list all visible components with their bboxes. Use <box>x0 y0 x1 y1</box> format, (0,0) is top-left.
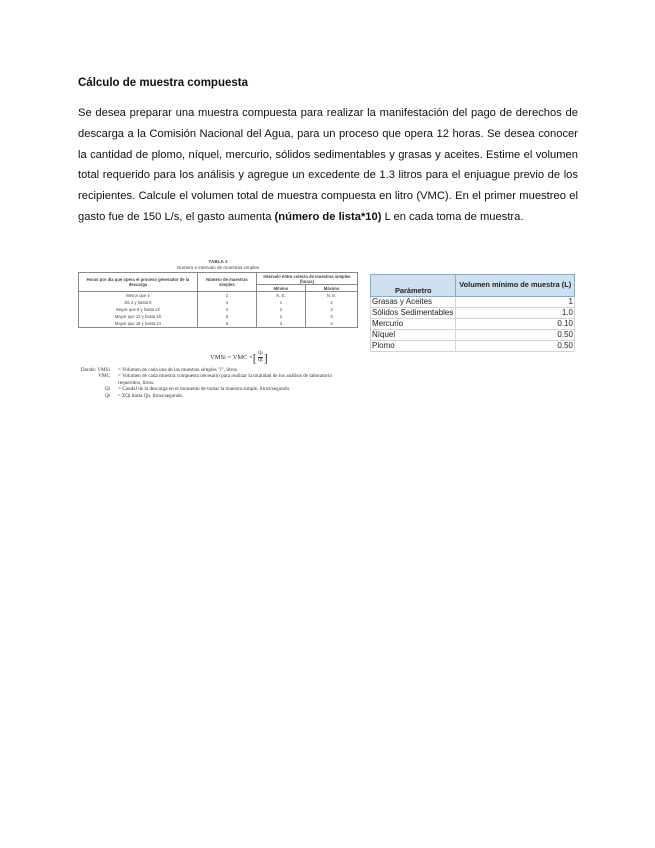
cell-parameter: Plomo <box>371 341 456 352</box>
header-min: Mínimo <box>256 285 305 292</box>
definition-text: = Volumen de cada una de las muestras simples "i", litros. <box>118 367 239 373</box>
cell-samples: 4 <box>197 299 256 306</box>
cell-samples: 4 <box>197 306 256 313</box>
definition-label: Qi <box>104 386 110 393</box>
cell-volume: 1.0 <box>456 308 575 319</box>
cell-samples: 6 <box>197 320 256 328</box>
definition-label: VMC <box>98 373 110 380</box>
header-hours: Horas por día que opera el proceso generador de la descarga <box>79 273 198 292</box>
tabla-1-subtitle: Número e intervalo de muestras simples <box>176 264 260 270</box>
cell-hours: De 4 y hasta 8 <box>79 299 198 306</box>
cell-volume: 1 <box>456 297 575 308</box>
table-row <box>79 313 358 320</box>
cell-max: 3 <box>306 313 358 320</box>
cell-parameter: Sólidos Sedimentables <box>371 308 456 319</box>
samples-table <box>78 272 358 328</box>
sample-volume-formula <box>210 351 268 364</box>
definition-text: = ΣQi hasta Qn, litros/segundo. <box>118 392 184 399</box>
cell-min: N. E. <box>256 292 305 300</box>
formula-numerator: Qi <box>257 351 263 356</box>
table-row <box>79 306 358 313</box>
table-row <box>371 308 575 319</box>
cell-min: 3 <box>256 320 305 328</box>
cell-hours: Mayor que 18 y hasta 24 <box>79 320 198 328</box>
statement-text-end: L en cada toma de muestra. <box>381 210 524 223</box>
header-parameter: Parámetro <box>371 275 456 297</box>
cell-max: 4 <box>306 320 358 328</box>
table-row <box>371 297 575 308</box>
definition-label: Donde: VMSi <box>80 367 110 373</box>
bracket-open: [ <box>252 350 257 365</box>
cell-samples: 6 <box>197 313 256 320</box>
page-title: Cálculo de muestra compuesta <box>78 77 248 89</box>
table-row <box>79 320 358 328</box>
formula-lhs: VMSi = VMC × <box>210 354 253 361</box>
definition-item <box>78 393 348 399</box>
header-interval: Intervalo entre colecta de muestras simples (horas) <box>256 273 357 285</box>
definition-text: = Caudal de la descarga en el momento de tomar la muestra simple, litros/segundo. <box>118 386 291 393</box>
cell-hours: Mayor que 8 y hasta 12 <box>79 306 198 313</box>
table-row <box>371 341 575 352</box>
tabla-1-figure <box>78 259 358 328</box>
cell-volume: 0.50 <box>456 341 575 352</box>
cell-parameter: Mercurio <box>371 319 456 330</box>
cell-parameter: Níquel <box>371 330 456 341</box>
cell-max: N. E. <box>306 292 358 300</box>
table-row <box>371 330 575 341</box>
statement-bold-text: (número de lista*10) <box>274 210 382 223</box>
table-row <box>371 319 575 330</box>
header-max: Máximo <box>306 285 358 292</box>
cell-max: 2 <box>306 299 358 306</box>
cell-volume: 0.10 <box>456 319 575 330</box>
cell-parameter: Grasas y Aceites <box>371 297 456 308</box>
table-row <box>79 299 358 306</box>
header-samples: Número de muestras simples <box>197 273 256 292</box>
definition-item <box>78 373 348 386</box>
cell-hours: Menor que 4 <box>79 292 198 300</box>
cell-volume: 0.50 <box>456 330 575 341</box>
parameter-volume-table <box>370 274 575 352</box>
header-volume: Volumen mínimo de muestra (L) <box>456 275 575 297</box>
formula-fraction <box>258 351 263 364</box>
cell-min: 1 <box>256 299 305 306</box>
definition-label: Qt <box>104 392 110 399</box>
bracket-close: ] <box>263 350 268 365</box>
cell-min: 2 <box>256 306 305 313</box>
tabla-1-title: TABLA 1 <box>208 259 228 264</box>
cell-min: 2 <box>256 313 305 320</box>
table-row <box>79 292 358 300</box>
problem-statement <box>78 103 578 228</box>
formula-definitions <box>78 367 348 399</box>
definition-text: = Volumen de cada muestra compuesta necesario para realizar la totalidad de los análisis de laboratorio requeridos, litros. <box>118 373 333 386</box>
cell-max: 3 <box>306 306 358 313</box>
cell-samples: 2 <box>197 292 256 300</box>
formula-denominator: Qt <box>257 358 263 363</box>
statement-text: Se desea preparar una muestra compuesta para realizar la manifestación del pago de derechos de descarga a la Comisión Nacional del Agua, para un proceso que opera 12 horas. Se desea conocer la cantidad de plomo, níquel, mercurio, sólidos sedimentables y grasas y aceites. Estime el volumen total requerido para los análisis y agregue un excedente de 1.3 litros para el enjuague previo de los recipientes. Calcule el volumen total de muestra compuesta en litro (VMC). En el primer muestreo el gasto fue de 150 L/s, el gasto aumenta <box>78 107 578 223</box>
cell-hours: Mayor que 12 y hasta 18 <box>79 313 198 320</box>
